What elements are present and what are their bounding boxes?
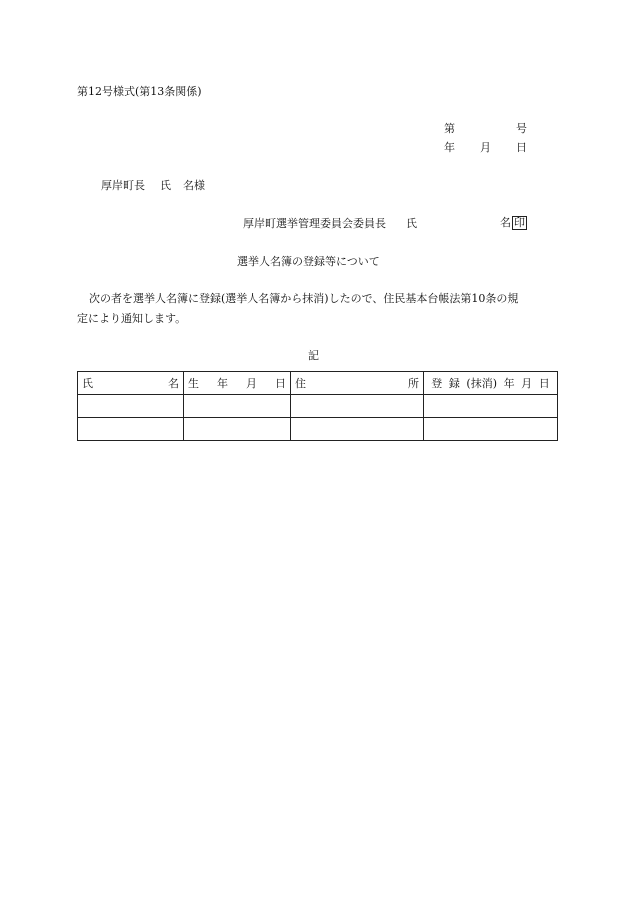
subject: 選挙人名簿の登録等について [237,255,380,268]
seal-mark: 印 [514,216,525,229]
header-name [78,372,184,395]
header-reg-1: 録 [448,377,460,390]
header-reg-0: 登 [431,377,443,390]
table-cell [291,418,424,441]
table-cell [78,418,184,441]
header-birthdate [184,372,291,395]
addressee-shi: 氏 [160,179,171,192]
sender-mei [500,216,527,230]
record-table [77,371,558,441]
ki-heading: 記 [308,349,319,362]
header-reg-2: (抹消) [466,377,497,390]
table-row [78,418,558,441]
table-cell [291,395,424,418]
table-row [78,395,558,418]
table-cell [184,395,291,418]
sender-title: 厚岸町選挙管理委員会委員長 [243,217,386,230]
date-year: 年 [444,141,455,154]
header-birth-0: 生 [188,377,199,390]
addressee-mei: 名様 [183,179,205,192]
header-address [291,372,424,395]
header-name-a: 氏 [82,377,93,390]
header-name-b: 名 [168,377,179,390]
header-addr-a: 住 [295,377,306,390]
header-registration-date [424,372,558,395]
sender-mei-label: 名 [500,216,511,229]
header-birth-2: 月 [246,377,257,390]
sender-shi: 氏 [406,217,417,230]
date-day: 日 [516,141,527,154]
doc-number-suffix: 号 [516,122,527,135]
header-addr-b: 所 [408,377,419,390]
body-line-2: 定により通知します。 [77,312,187,325]
header-reg-5: 日 [538,377,550,390]
table-cell [78,395,184,418]
table-cell [424,395,558,418]
header-birth-3: 日 [275,377,286,390]
table-cell [184,418,291,441]
table-header-row [78,372,558,395]
header-reg-4: 月 [521,377,533,390]
table-cell [424,418,558,441]
date-month: 月 [480,141,491,154]
header-reg-3: 年 [503,377,515,390]
doc-number-prefix: 第 [444,122,455,135]
header-birth-1: 年 [217,377,228,390]
body-line-1: 次の者を選挙人名簿に登録(選挙人名簿から抹消)したので、住民基本台帳法第10条の規 [89,292,519,305]
addressee-title: 厚岸町長 [101,179,145,192]
form-number: 第12号様式(第13条関係) [77,85,202,98]
